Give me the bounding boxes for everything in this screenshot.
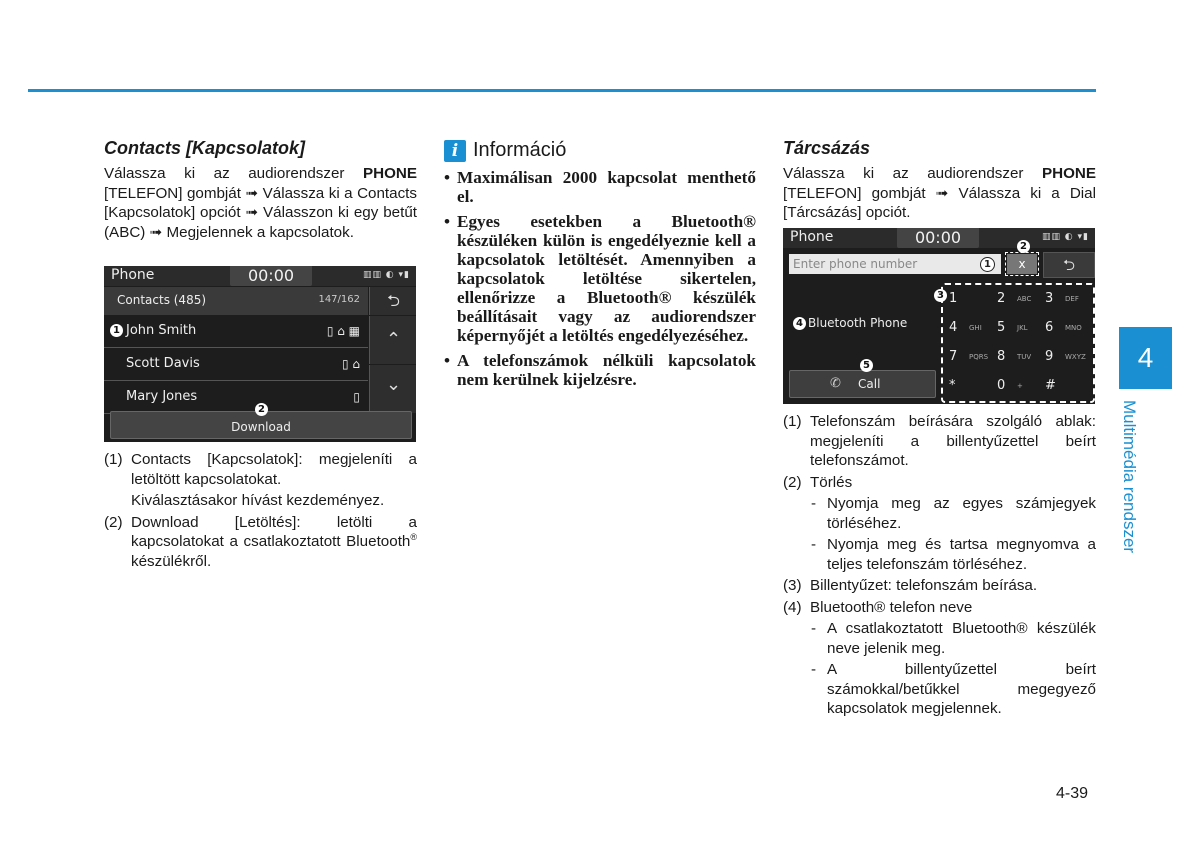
note-dash-item: - Nyomja meg és tartsa megnyomva a teljes telefonszám törléséhez. <box>810 535 1096 574</box>
info-item: • Egyes esetekben a Bluetooth® készüléken külön is engedélyeznie kell a kapcsolatok letöltését. Amennyiben a kapcsolatok letöltése sikertelen, ellenőrizze a Bluetooth® készülék beállításait vagy az audiorendszer képernyőjét a letöltés engedélyezéséhez. <box>444 212 756 345</box>
scroll-down-button[interactable]: ⌄ <box>369 365 416 413</box>
note-item <box>783 576 1096 596</box>
contacts-heading: Contacts [Kapcsolatok] <box>104 138 306 158</box>
note-text: Telefonszám beírására szolgáló ablak: megjeleníti a billentyűzettel beírt telefonszámot. <box>810 413 1096 469</box>
note-number: (1) <box>783 413 802 430</box>
keypad-key[interactable]: 6 MNO <box>1045 320 1082 335</box>
dial-intro: Válassza ki az audiorendszer PHONE [TELEFON] gombját ➟ Válassza ki a Dial [Tárcsázás] opciót. <box>783 165 1096 221</box>
note-item <box>104 450 417 511</box>
status-icons: ▥▥ ◐ ▾▮ <box>1041 232 1089 242</box>
keypad-key[interactable]: 8 TUV <box>997 349 1032 364</box>
contact-row[interactable] <box>104 381 368 414</box>
info-box <box>444 139 756 395</box>
info-item: • A telefonszámok nélküli kapcsolatok nem kerülnek kijelzésre. <box>444 351 756 389</box>
bluetooth-device-name: Bluetooth Phone <box>808 316 908 330</box>
chapter-title: Multimédia rendszer <box>1120 400 1139 554</box>
marker-1: 1 <box>980 257 995 272</box>
contacts-page-counter: 147/162 <box>318 294 360 305</box>
scroll-up-button[interactable]: ⌃ <box>369 316 416 364</box>
chapter-tab: 4 <box>1119 327 1172 389</box>
page-number: 4-39 <box>1056 785 1089 802</box>
clock: 00:00 <box>897 228 979 248</box>
note-item <box>104 513 417 572</box>
keypad-key[interactable]: 4 GHI <box>949 320 982 335</box>
keypad-key[interactable]: # <box>1045 378 1056 393</box>
note-number: (1) <box>104 451 123 468</box>
note-item <box>783 412 1096 471</box>
marker-5: 5 <box>860 359 873 372</box>
dial-section <box>783 138 1096 223</box>
contacts-screen <box>104 266 416 442</box>
keypad-key[interactable]: * <box>949 378 956 393</box>
info-item: • Maximálisan 2000 kapcsolat menthető el. <box>444 168 756 206</box>
status-bar <box>104 266 416 286</box>
note-dash-item: - A billentyűzettel beírt számokkal/betűkkel megegyező kapcsolatok megjelennek. <box>810 660 1096 719</box>
contact-type-icons: ▯ <box>353 390 360 404</box>
download-label: Download <box>231 420 291 434</box>
contact-name: John Smith <box>126 323 197 338</box>
marker-2: 2 <box>255 403 268 416</box>
dial-screen <box>783 228 1095 404</box>
note-text: Contacts [Kapcsolatok]: megjeleníti a letöltött kapcsolatokat. <box>131 451 417 488</box>
clear-icon: x <box>1018 257 1026 271</box>
note-subtext: Kiválasztásakor hívást kezdeményez. <box>131 492 385 509</box>
note-number: (3) <box>783 577 802 594</box>
phone-number-input[interactable] <box>789 254 1001 274</box>
call-icon: ✆ <box>830 376 841 391</box>
note-text: készülékről. <box>131 552 212 570</box>
note-dash-item: - Nyomja meg az egyes számjegyek törléséhez. <box>810 494 1096 533</box>
note-text: Download [Letöltés]: letölti a kapcsolatokat a csatlakoztatott Bluetooth <box>131 513 417 550</box>
marker-3: 3 <box>934 289 947 302</box>
note-item <box>783 473 1096 575</box>
info-icon: i <box>444 140 466 162</box>
keypad-key[interactable]: 0 + <box>997 378 1023 393</box>
note-number: (2) <box>783 473 802 491</box>
dial-heading: Tárcsázás <box>783 138 871 158</box>
status-bar <box>783 228 1095 248</box>
contacts-notes <box>104 450 417 573</box>
contacts-list-header <box>104 287 368 315</box>
contact-row[interactable] <box>104 348 368 381</box>
contact-name: Scott Davis <box>126 356 200 371</box>
screen-title: Phone <box>790 229 834 245</box>
info-heading: Információ <box>473 139 567 161</box>
keypad <box>937 283 1095 403</box>
registered-mark: ® <box>410 532 417 542</box>
keypad-key[interactable]: 1 <box>949 291 958 306</box>
note-number: (2) <box>104 513 123 531</box>
note-text: Billentyűzet: telefonszám beírása. <box>810 577 1038 594</box>
phone-number-placeholder: Enter phone number <box>793 257 918 271</box>
note-number: (4) <box>783 598 802 616</box>
keypad-key[interactable]: 9 WXYZ <box>1045 349 1086 364</box>
contacts-count-title: Contacts (485) <box>117 293 207 307</box>
contact-type-icons: ▯ ⌂ ▦ <box>326 324 360 338</box>
keypad-key[interactable]: 7 PQRS <box>949 349 989 364</box>
contact-row[interactable] <box>104 315 368 348</box>
contact-type-icons: ▯ ⌂ <box>341 357 360 371</box>
info-header <box>444 139 756 162</box>
keypad-key[interactable]: 3 DEF <box>1045 291 1079 306</box>
call-label: Call <box>858 377 881 391</box>
status-icons: ▥▥ ◐ ▾▮ <box>362 270 410 280</box>
screen-title: Phone <box>111 267 155 283</box>
contact-name: Mary Jones <box>126 389 198 404</box>
marker-1: 1 <box>110 324 123 337</box>
note-dash-item: - A csatlakoztatott Bluetooth® készülék neve jelenik meg. <box>810 619 1096 658</box>
top-rule <box>28 89 1096 92</box>
dial-notes <box>783 412 1096 721</box>
back-button[interactable]: ⮌ <box>1043 252 1095 278</box>
back-button[interactable]: ⮌ <box>369 287 416 315</box>
clear-button[interactable] <box>1007 254 1037 274</box>
contacts-section <box>104 138 417 242</box>
keypad-key[interactable]: 2 ABC <box>997 291 1032 306</box>
clock: 00:00 <box>230 266 312 286</box>
note-text: Bluetooth® telefon neve <box>810 598 973 616</box>
call-button[interactable] <box>789 360 936 398</box>
note-item <box>783 598 1096 719</box>
note-text: Törlés <box>810 473 853 491</box>
contacts-intro: Válassza ki az audiorendszer PHONE [TELEFON] gombját ➟ Válassza ki a Contacts [Kapcsolatok] opciót ➟ Válasszon ki egy betűt (ABC) ➟ Megjelennek a kapcsolatok. <box>104 165 417 241</box>
download-button[interactable] <box>110 404 412 439</box>
keypad-key[interactable]: 5 JKL <box>997 320 1028 335</box>
marker-2: 2 <box>1017 240 1030 253</box>
marker-4: 4 <box>793 317 806 330</box>
